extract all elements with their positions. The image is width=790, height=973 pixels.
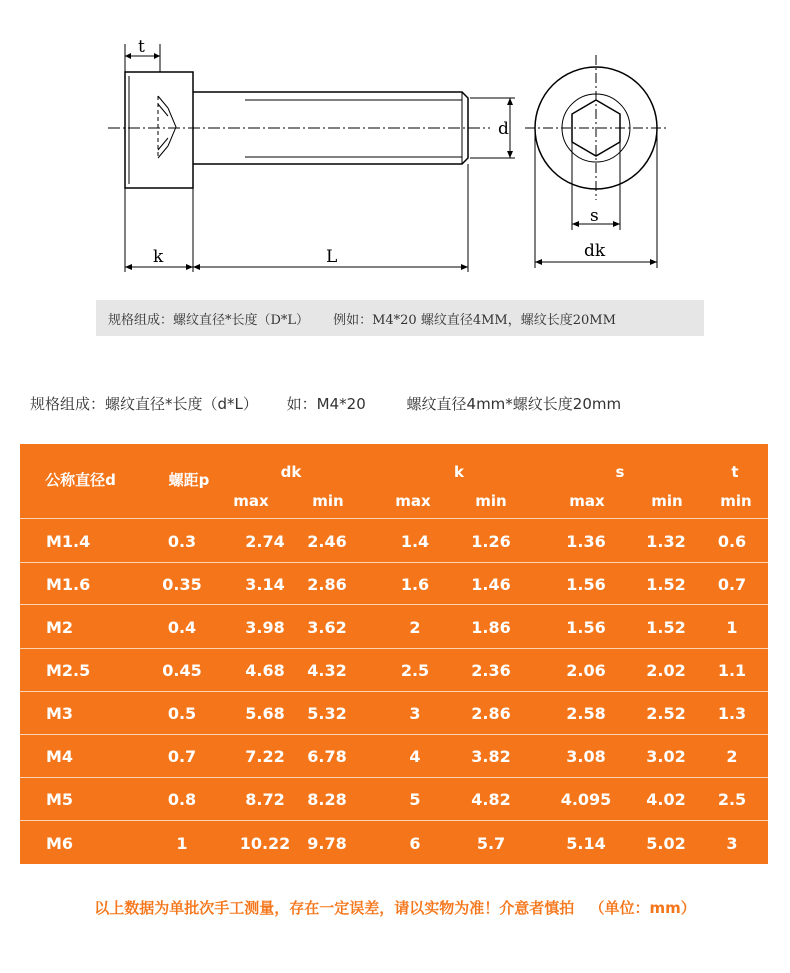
label-L: L — [326, 247, 338, 267]
table-cell: 1.1 — [717, 661, 747, 680]
table-cell: 2.06 — [566, 661, 606, 680]
table-cell: 6 — [409, 833, 421, 853]
table-cell: 3.02 — [646, 747, 686, 766]
table-cell: 2.36 — [471, 661, 511, 680]
table-row — [20, 691, 768, 735]
screw-head — [125, 72, 193, 188]
table-cell: 1.3 — [717, 704, 747, 723]
table-cell: 0.45 — [162, 661, 202, 680]
table-cell: 0.6 — [717, 531, 747, 551]
label-t: t — [138, 37, 145, 57]
table-cell: M3 — [46, 704, 74, 723]
table-row — [20, 518, 768, 563]
footer-disclaimer: 以上数据为单批次手工测量，存在一定误差，请以实物为准！介意者慎拍 — [94, 899, 575, 917]
label-s: s — [590, 206, 599, 226]
table-cell: 5.14 — [566, 833, 606, 853]
caption-example: 例如：M4*20 螺纹直径4MM，螺纹长度20MM — [333, 312, 616, 328]
table-cell: 4 — [409, 747, 421, 766]
table-row — [20, 777, 768, 821]
header-s-max: max — [569, 492, 605, 510]
table-cell: 3 — [726, 833, 738, 853]
table-row — [20, 734, 768, 778]
table-cell: 0.35 — [162, 574, 202, 594]
screw-technical-drawing — [0, 0, 790, 345]
table-cell: 4.68 — [245, 661, 285, 680]
table-cell: 1.56 — [566, 574, 606, 594]
table-cell: M1.4 — [46, 531, 91, 551]
table-row — [20, 562, 768, 605]
header-k-min: min — [475, 492, 507, 510]
header-s: s — [615, 463, 625, 481]
table-header — [20, 444, 768, 518]
table-cell: 5.32 — [307, 704, 347, 723]
dimension-table — [20, 444, 768, 864]
table-cell: 5 — [409, 790, 421, 809]
spec-line — [30, 393, 625, 414]
table-cell: 4.32 — [307, 661, 347, 680]
header-t: t — [731, 463, 739, 481]
footer-note — [0, 897, 790, 918]
label-dk: dk — [584, 241, 606, 261]
table-cell: 2 — [409, 617, 421, 637]
spec-formula: 规格组成：螺纹直径*长度（d*L） — [30, 395, 258, 413]
table-cell: 2 — [726, 747, 738, 766]
table-cell: 1.86 — [471, 617, 511, 637]
header-s-min: min — [651, 492, 683, 510]
table-cell: 6.78 — [307, 747, 347, 766]
table-cell: 3.82 — [471, 747, 511, 766]
header-nominal: 公称直径d — [45, 470, 116, 489]
spec-detail: 螺纹直径4mm*螺纹长度20mm — [406, 395, 622, 413]
header-dk: dk — [280, 463, 302, 481]
table-row — [20, 648, 768, 692]
table-cell: 3.14 — [245, 574, 285, 594]
table-cell: M1.6 — [46, 574, 91, 594]
caption-spec: 规格组成：螺纹直径*长度（D*L） — [108, 312, 310, 328]
table-cell: 0.7 — [167, 747, 197, 766]
table-cell: 1.52 — [646, 617, 686, 637]
table-cell: 1.32 — [646, 531, 686, 551]
table-cell: 5.7 — [476, 833, 506, 853]
label-k: k — [153, 247, 164, 267]
table-cell: 3.08 — [566, 747, 606, 766]
table-cell: 0.3 — [167, 531, 197, 551]
spec-example: 如：M4*20 — [286, 395, 366, 413]
header-k: k — [454, 463, 464, 481]
header-dk-max: max — [233, 492, 269, 510]
header-dk-min: min — [312, 492, 344, 510]
table-cell: 1.6 — [400, 574, 430, 594]
table-cell: 0.5 — [167, 704, 197, 723]
table-cell: 1.4 — [400, 531, 430, 551]
table-cell: 4.82 — [471, 790, 511, 809]
table-cell: 5.68 — [245, 704, 285, 723]
footer-unit: （单位：mm） — [589, 899, 696, 917]
table-cell: 1 — [176, 833, 188, 853]
table-cell: 4.02 — [646, 790, 686, 809]
table-cell: 4.095 — [560, 790, 612, 809]
table-cell: 0.7 — [717, 574, 747, 594]
table-cell: 2.02 — [646, 661, 686, 680]
table-cell: 2.46 — [307, 531, 347, 551]
table-cell: 3.98 — [245, 617, 285, 637]
table-cell: 8.28 — [307, 790, 347, 809]
table-cell: 2.58 — [566, 704, 606, 723]
header-k-max: max — [395, 492, 431, 510]
table-cell: 1.52 — [646, 574, 686, 594]
table-cell: 1 — [726, 617, 738, 637]
table-cell: 2.52 — [646, 704, 686, 723]
table-cell: 2.5 — [400, 661, 430, 680]
table-cell: M5 — [46, 790, 74, 809]
table-cell: 7.22 — [245, 747, 285, 766]
table-cell: M6 — [46, 833, 74, 853]
table-cell: 10.22 — [239, 833, 291, 853]
table-cell: M4 — [46, 747, 74, 766]
label-d: d — [498, 119, 509, 139]
drawing-caption — [96, 300, 704, 336]
table-cell: 5.02 — [646, 833, 686, 853]
table-cell: 2.86 — [471, 704, 511, 723]
table-cell: 1.26 — [471, 531, 511, 551]
table-cell: 1.56 — [566, 617, 606, 637]
table-cell: 3 — [409, 704, 421, 723]
table-cell: M2.5 — [46, 661, 91, 680]
table-cell: 0.8 — [167, 790, 197, 809]
table-cell: 2.5 — [717, 790, 747, 809]
table-cell: 1.46 — [471, 574, 511, 594]
table-row — [20, 604, 768, 649]
table-cell: 8.72 — [245, 790, 285, 809]
table-cell: 2.74 — [245, 531, 285, 551]
table-cell: 0.4 — [167, 617, 197, 637]
table-row — [20, 820, 768, 865]
header-pitch: 螺距p — [168, 470, 210, 489]
table-cell: 3.62 — [307, 617, 347, 637]
table-cell: 1.36 — [566, 531, 606, 551]
table-cell: 2.86 — [307, 574, 347, 594]
header-t-min: min — [720, 492, 752, 510]
table-cell: 9.78 — [307, 833, 347, 853]
table-cell: M2 — [46, 617, 74, 637]
